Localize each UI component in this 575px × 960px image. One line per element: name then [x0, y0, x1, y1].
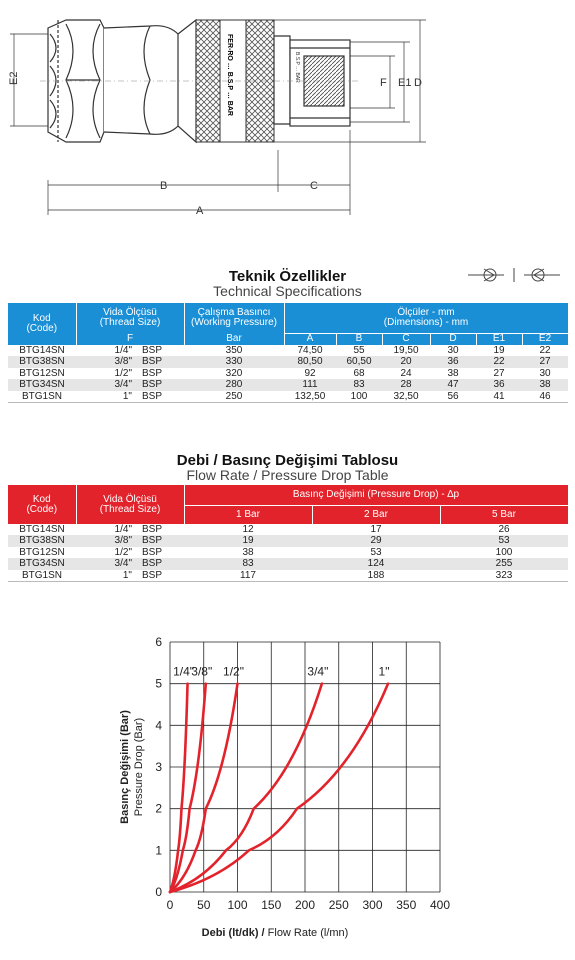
- x-tick-label: 400: [429, 898, 451, 912]
- dim-e2: E2: [8, 71, 20, 85]
- x-tick-label: 250: [328, 898, 349, 912]
- cell-a: 80,50: [284, 356, 336, 367]
- x-tick-label: 150: [261, 898, 282, 912]
- series-label: 3/4": [307, 664, 329, 679]
- cell-b2: 17: [312, 524, 440, 535]
- table-row: [8, 547, 568, 558]
- header-dim-a: A: [284, 333, 336, 345]
- cell-b5: 255: [440, 558, 568, 569]
- cell-e2: 27: [522, 356, 568, 367]
- cell-a: 92: [284, 368, 336, 379]
- cell-thread-size: 1" BSP: [76, 391, 184, 403]
- flow-title: [0, 452, 575, 483]
- flow-header-drop: Basınç Değişimi (Pressure Drop) - ∆p: [184, 485, 568, 505]
- header-dim-c: C: [382, 333, 430, 345]
- series-label: 3/8": [191, 664, 213, 679]
- cell-d: 56: [430, 391, 476, 403]
- cell-c: 28: [382, 379, 430, 390]
- pressure-drop-chart: [110, 630, 470, 950]
- y-tick-label: 4: [155, 718, 162, 733]
- cell-code: BTG38SN: [8, 356, 76, 367]
- coupling-technical-drawing: [0, 0, 575, 240]
- cell-d: 30: [430, 345, 476, 356]
- cell-c: 19,50: [382, 345, 430, 356]
- right-fitting: [274, 36, 350, 126]
- cell-thread-size: 1/2" BSP: [76, 547, 184, 558]
- cell-pressure: 350: [184, 345, 284, 356]
- cell-thread-size: 3/4" BSP: [76, 379, 184, 390]
- cell-code: BTG1SN: [8, 391, 76, 403]
- cell-pressure: 250: [184, 391, 284, 403]
- cell-thread-size: 1" BSP: [76, 570, 184, 582]
- dim-c: C: [310, 180, 318, 192]
- cell-e1: 22: [476, 356, 522, 367]
- flow-title-en: Flow Rate / Pressure Drop Table: [186, 467, 389, 483]
- cell-b2: 29: [312, 535, 440, 546]
- y-tick-label: 0: [155, 885, 162, 899]
- tech-spec-table: [8, 303, 569, 403]
- y-tick-label: 6: [155, 635, 162, 649]
- header-dim-b: B: [336, 333, 382, 345]
- cell-b5: 323: [440, 570, 568, 582]
- flow-header-thread: Vida Ölçüsü (Thread Size): [76, 485, 184, 524]
- flow-header-1bar: 1 Bar: [184, 505, 312, 524]
- cell-e2: 22: [522, 345, 568, 356]
- cell-c: 24: [382, 368, 430, 379]
- series-label: 1/2": [223, 664, 244, 679]
- y-tick-label: 2: [155, 801, 162, 816]
- tech-title-tr: Teknik Özellikler: [228, 268, 347, 285]
- cell-thread-size: 3/4" BSP: [76, 558, 184, 569]
- series-label: 1": [378, 664, 390, 679]
- cell-thread-size: 3/8" BSP: [76, 535, 184, 546]
- cell-d: 38: [430, 368, 476, 379]
- cell-thread-size: 1/4" BSP: [76, 345, 184, 356]
- cell-e2: 46: [522, 391, 568, 403]
- flow-rate-table: [8, 485, 569, 582]
- cell-b1: 83: [184, 558, 312, 569]
- cell-e1: 19: [476, 345, 522, 356]
- cell-c: 32,50: [382, 391, 430, 403]
- header-pressure: Çalışma Basıncı (Working Pressure): [184, 303, 284, 333]
- dim-a: A: [196, 205, 204, 217]
- cell-d: 47: [430, 379, 476, 390]
- header-thread: Vida Ölçüsü (Thread Size): [76, 303, 184, 333]
- table-row: [8, 368, 568, 379]
- header-pressure-sub: Bar: [184, 333, 284, 345]
- cell-code: BTG14SN: [8, 345, 76, 356]
- flow-header-5bar: 5 Bar: [440, 505, 568, 524]
- x-tick-label: 350: [396, 898, 417, 912]
- flow-symbol-icon: [468, 266, 560, 284]
- x-tick-label: 200: [294, 898, 316, 912]
- x-tick-label: 100: [227, 898, 248, 912]
- dim-d: D: [414, 77, 422, 89]
- y-axis-label-en: Pressure Drop (Bar): [133, 717, 145, 817]
- cell-thread-size: 1/2" BSP: [76, 368, 184, 379]
- cell-thread-size: 3/8" BSP: [76, 356, 184, 367]
- cell-b1: 19: [184, 535, 312, 546]
- table-row: [8, 558, 568, 569]
- header-dim-e2: E2: [522, 333, 568, 345]
- x-tick-label: 300: [362, 898, 383, 912]
- flow-title-tr: Debi / Basınç Değişimi Tablosu: [176, 452, 399, 469]
- dim-f: F: [380, 77, 387, 89]
- header-dim-d: D: [430, 333, 476, 345]
- cell-b5: 53: [440, 535, 568, 546]
- cell-code: BTG12SN: [8, 368, 76, 379]
- cell-code: BTG38SN: [8, 535, 76, 546]
- cell-b: 55: [336, 345, 382, 356]
- cell-b: 100: [336, 391, 382, 403]
- cell-thread-size: 1/4" BSP: [76, 524, 184, 535]
- flow-header-2bar: 2 Bar: [312, 505, 440, 524]
- series-label: 1/4": [173, 664, 195, 679]
- cell-b: 68: [336, 368, 382, 379]
- cell-pressure: 320: [184, 368, 284, 379]
- knurl-text: FER-RO … B.S.P … BAR: [226, 34, 233, 116]
- cell-code: BTG12SN: [8, 547, 76, 558]
- cell-code: BTG34SN: [8, 558, 76, 569]
- cell-b5: 26: [440, 524, 568, 535]
- cell-b: 60,50: [336, 356, 382, 367]
- cell-d: 36: [430, 356, 476, 367]
- cell-b1: 38: [184, 547, 312, 558]
- cell-b2: 124: [312, 558, 440, 569]
- cell-e1: 41: [476, 391, 522, 403]
- cell-c: 20: [382, 356, 430, 367]
- x-tick-label: 0: [166, 898, 174, 912]
- series-line: [170, 684, 188, 892]
- table-row: [8, 524, 568, 535]
- header-code: Kod (Code): [8, 303, 76, 345]
- cell-pressure: 280: [184, 379, 284, 390]
- cell-a: 132,50: [284, 391, 336, 403]
- cell-e2: 30: [522, 368, 568, 379]
- table-row: [8, 345, 568, 356]
- cell-b1: 117: [184, 570, 312, 582]
- cell-code: BTG34SN: [8, 379, 76, 390]
- table-row: [8, 379, 568, 390]
- table-row: [8, 570, 568, 582]
- cell-b2: 53: [312, 547, 440, 558]
- fitting-text: B.S.P … BAR: [294, 52, 300, 83]
- x-axis-label: Debi (lt/dk) / Flow Rate (l/mn): [201, 927, 349, 939]
- y-tick-label: 5: [155, 676, 162, 691]
- cell-pressure: 330: [184, 356, 284, 367]
- cell-a: 74,50: [284, 345, 336, 356]
- table-row: [8, 535, 568, 546]
- cell-b5: 100: [440, 547, 568, 558]
- tech-title-en: Technical Specifications: [213, 283, 362, 299]
- cell-b: 83: [336, 379, 382, 390]
- header-dim-e1: E1: [476, 333, 522, 345]
- header-dimensions: Ölçüler - mm (Dimensions) - mm: [284, 303, 568, 333]
- cell-e1: 27: [476, 368, 522, 379]
- cell-e2: 38: [522, 379, 568, 390]
- cell-b1: 12: [184, 524, 312, 535]
- table-row: [8, 356, 568, 367]
- cell-code: BTG1SN: [8, 570, 76, 582]
- x-tick-label: 50: [197, 898, 211, 912]
- cell-a: 111: [284, 379, 336, 390]
- y-tick-label: 1: [155, 843, 162, 858]
- header-thread-sub: F: [76, 333, 184, 345]
- dim-e1: E1: [398, 77, 412, 89]
- flow-header-code: Kod (Code): [8, 485, 76, 524]
- cell-code: BTG14SN: [8, 524, 76, 535]
- cell-e1: 36: [476, 379, 522, 390]
- dim-b: B: [160, 180, 168, 192]
- y-axis-label-tr: Basınç Değişimi (Bar): [119, 710, 131, 824]
- table-row: [8, 391, 568, 403]
- y-tick-label: 3: [155, 760, 162, 774]
- cell-b2: 188: [312, 570, 440, 582]
